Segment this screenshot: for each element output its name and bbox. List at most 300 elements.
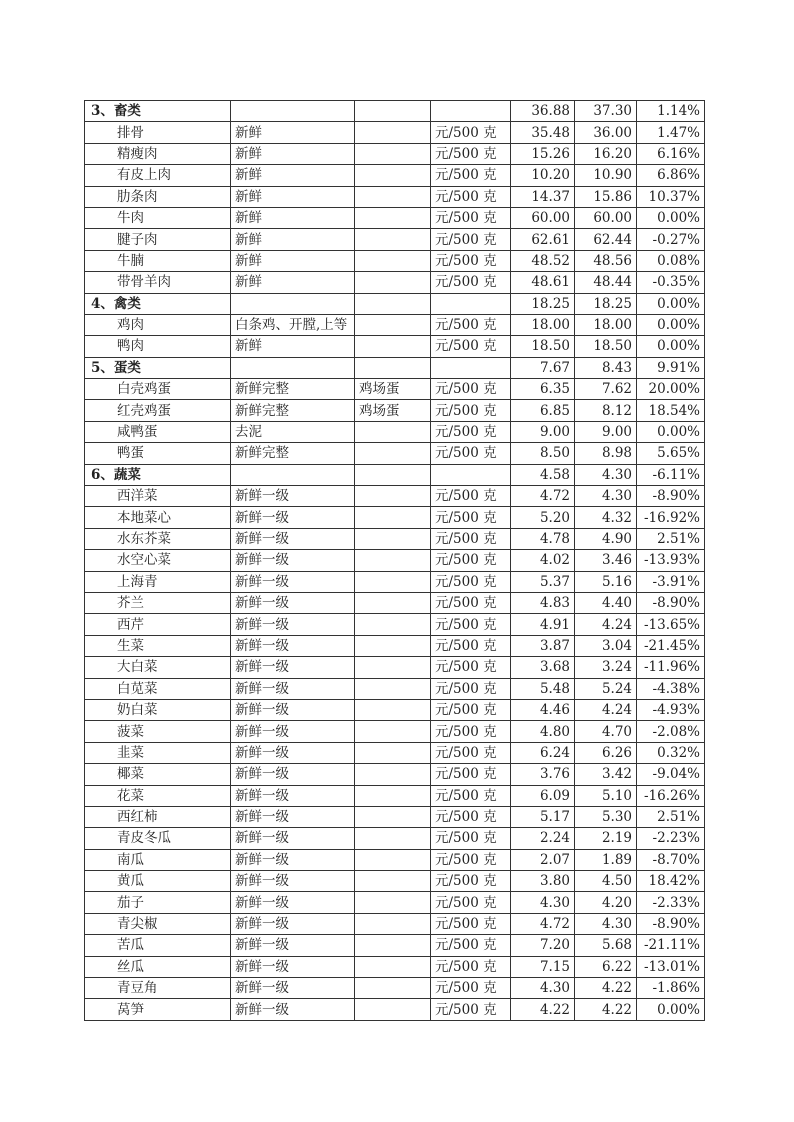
curr-price-cell: 6.22 bbox=[575, 956, 637, 977]
unit-cell: 元/500 克 bbox=[431, 550, 511, 571]
spec-cell: 新鲜 bbox=[231, 272, 355, 293]
curr-price-cell: 37.30 bbox=[575, 101, 637, 122]
prev-price-cell: 35.48 bbox=[511, 122, 575, 143]
prev-price-cell: 4.58 bbox=[511, 464, 575, 485]
item-name-cell: 花菜 bbox=[85, 785, 231, 806]
change-percent-cell: 2.51% bbox=[637, 528, 705, 549]
table-row bbox=[85, 443, 705, 464]
note-cell bbox=[355, 507, 431, 528]
prev-price-cell: 4.22 bbox=[511, 999, 575, 1020]
change-percent-cell: -8.90% bbox=[637, 592, 705, 613]
table-row bbox=[85, 122, 705, 143]
prev-price-cell: 48.52 bbox=[511, 250, 575, 271]
category-row bbox=[85, 101, 705, 122]
prev-price-cell: 60.00 bbox=[511, 207, 575, 228]
table-row bbox=[85, 272, 705, 293]
category-row bbox=[85, 357, 705, 378]
note-cell bbox=[355, 143, 431, 164]
item-name-cell: 鸭肉 bbox=[85, 336, 231, 357]
note-cell bbox=[355, 806, 431, 827]
item-name-cell: 牛腩 bbox=[85, 250, 231, 271]
table-row bbox=[85, 678, 705, 699]
change-percent-cell: -4.93% bbox=[637, 699, 705, 720]
item-name-cell: 鸡肉 bbox=[85, 314, 231, 335]
unit-cell: 元/500 克 bbox=[431, 314, 511, 335]
table-row bbox=[85, 207, 705, 228]
table-row bbox=[85, 614, 705, 635]
spec-cell: 白条鸡、开膛,上等 bbox=[231, 314, 355, 335]
change-percent-cell: -8.90% bbox=[637, 913, 705, 934]
item-name-cell: 椰菜 bbox=[85, 764, 231, 785]
change-percent-cell: -8.90% bbox=[637, 486, 705, 507]
spec-cell: 新鲜 bbox=[231, 250, 355, 271]
curr-price-cell: 8.12 bbox=[575, 400, 637, 421]
curr-price-cell: 4.20 bbox=[575, 892, 637, 913]
item-name-cell: 精瘦肉 bbox=[85, 143, 231, 164]
note-cell bbox=[355, 892, 431, 913]
table-row bbox=[85, 913, 705, 934]
prev-price-cell: 6.24 bbox=[511, 742, 575, 763]
note-cell bbox=[355, 913, 431, 934]
note-cell bbox=[355, 550, 431, 571]
note-cell bbox=[355, 828, 431, 849]
note-cell bbox=[355, 486, 431, 507]
category-name-cell: 5、蛋类 bbox=[85, 357, 231, 378]
unit-cell bbox=[431, 101, 511, 122]
curr-price-cell: 4.24 bbox=[575, 699, 637, 720]
prev-price-cell: 5.17 bbox=[511, 806, 575, 827]
item-name-cell: 青尖椒 bbox=[85, 913, 231, 934]
note-cell bbox=[355, 764, 431, 785]
change-percent-cell: 0.00% bbox=[637, 421, 705, 442]
table-row bbox=[85, 592, 705, 613]
prev-price-cell: 10.20 bbox=[511, 165, 575, 186]
change-percent-cell: 18.42% bbox=[637, 871, 705, 892]
spec-cell: 新鲜一级 bbox=[231, 806, 355, 827]
curr-price-cell: 5.10 bbox=[575, 785, 637, 806]
unit-cell: 元/500 克 bbox=[431, 143, 511, 164]
unit-cell: 元/500 克 bbox=[431, 678, 511, 699]
unit-cell: 元/500 克 bbox=[431, 913, 511, 934]
unit-cell: 元/500 克 bbox=[431, 272, 511, 293]
unit-cell: 元/500 克 bbox=[431, 871, 511, 892]
unit-cell: 元/500 克 bbox=[431, 229, 511, 250]
change-percent-cell: -1.86% bbox=[637, 978, 705, 999]
unit-cell: 元/500 克 bbox=[431, 828, 511, 849]
prev-price-cell: 6.09 bbox=[511, 785, 575, 806]
change-percent-cell: -0.35% bbox=[637, 272, 705, 293]
change-percent-cell: -0.27% bbox=[637, 229, 705, 250]
change-percent-cell: 1.47% bbox=[637, 122, 705, 143]
unit-cell: 元/500 克 bbox=[431, 379, 511, 400]
spec-cell: 新鲜一级 bbox=[231, 657, 355, 678]
change-percent-cell: 10.37% bbox=[637, 186, 705, 207]
table-row bbox=[85, 336, 705, 357]
prev-price-cell: 4.30 bbox=[511, 978, 575, 999]
prev-price-cell: 4.02 bbox=[511, 550, 575, 571]
prev-price-cell: 3.80 bbox=[511, 871, 575, 892]
unit-cell: 元/500 克 bbox=[431, 806, 511, 827]
note-cell bbox=[355, 978, 431, 999]
change-percent-cell: -9.04% bbox=[637, 764, 705, 785]
item-name-cell: 莴笋 bbox=[85, 999, 231, 1020]
curr-price-cell: 4.24 bbox=[575, 614, 637, 635]
curr-price-cell: 48.56 bbox=[575, 250, 637, 271]
spec-cell: 新鲜一级 bbox=[231, 828, 355, 849]
change-percent-cell: 0.00% bbox=[637, 999, 705, 1020]
unit-cell: 元/500 克 bbox=[431, 207, 511, 228]
table-row bbox=[85, 892, 705, 913]
table-row bbox=[85, 935, 705, 956]
item-name-cell: 西红柿 bbox=[85, 806, 231, 827]
note-cell bbox=[355, 956, 431, 977]
spec-cell: 新鲜一级 bbox=[231, 892, 355, 913]
change-percent-cell: 20.00% bbox=[637, 379, 705, 400]
curr-price-cell: 60.00 bbox=[575, 207, 637, 228]
spec-cell: 新鲜一级 bbox=[231, 635, 355, 656]
table-row bbox=[85, 571, 705, 592]
unit-cell: 元/500 克 bbox=[431, 421, 511, 442]
spec-cell: 新鲜一级 bbox=[231, 956, 355, 977]
spec-cell: 新鲜一级 bbox=[231, 721, 355, 742]
spec-cell: 新鲜 bbox=[231, 207, 355, 228]
prev-price-cell: 18.25 bbox=[511, 293, 575, 314]
note-cell bbox=[355, 999, 431, 1020]
note-cell bbox=[355, 229, 431, 250]
curr-price-cell: 3.42 bbox=[575, 764, 637, 785]
spec-cell bbox=[231, 464, 355, 485]
change-percent-cell: 0.00% bbox=[637, 207, 705, 228]
note-cell bbox=[355, 314, 431, 335]
table-row bbox=[85, 250, 705, 271]
unit-cell: 元/500 克 bbox=[431, 935, 511, 956]
note-cell bbox=[355, 721, 431, 742]
note-cell bbox=[355, 336, 431, 357]
table-row bbox=[85, 486, 705, 507]
unit-cell: 元/500 克 bbox=[431, 507, 511, 528]
change-percent-cell: -2.08% bbox=[637, 721, 705, 742]
spec-cell: 新鲜 bbox=[231, 143, 355, 164]
prev-price-cell: 62.61 bbox=[511, 229, 575, 250]
spec-cell bbox=[231, 101, 355, 122]
category-row bbox=[85, 464, 705, 485]
spec-cell: 新鲜一级 bbox=[231, 742, 355, 763]
note-cell bbox=[355, 635, 431, 656]
curr-price-cell: 10.90 bbox=[575, 165, 637, 186]
table-row bbox=[85, 699, 705, 720]
note-cell bbox=[355, 528, 431, 549]
prev-price-cell: 4.30 bbox=[511, 892, 575, 913]
spec-cell: 新鲜一级 bbox=[231, 978, 355, 999]
table-row bbox=[85, 550, 705, 571]
change-percent-cell: 2.51% bbox=[637, 806, 705, 827]
item-name-cell: 白苋菜 bbox=[85, 678, 231, 699]
change-percent-cell: 0.08% bbox=[637, 250, 705, 271]
curr-price-cell: 3.46 bbox=[575, 550, 637, 571]
curr-price-cell: 5.68 bbox=[575, 935, 637, 956]
change-percent-cell: -21.11% bbox=[637, 935, 705, 956]
prev-price-cell: 48.61 bbox=[511, 272, 575, 293]
unit-cell: 元/500 克 bbox=[431, 849, 511, 870]
table-row bbox=[85, 742, 705, 763]
table-row bbox=[85, 828, 705, 849]
curr-price-cell: 62.44 bbox=[575, 229, 637, 250]
unit-cell: 元/500 克 bbox=[431, 336, 511, 357]
item-name-cell: 青豆角 bbox=[85, 978, 231, 999]
spec-cell: 新鲜 bbox=[231, 165, 355, 186]
spec-cell bbox=[231, 357, 355, 378]
prev-price-cell: 7.15 bbox=[511, 956, 575, 977]
table-row bbox=[85, 999, 705, 1020]
unit-cell: 元/500 克 bbox=[431, 250, 511, 271]
item-name-cell: 上海青 bbox=[85, 571, 231, 592]
item-name-cell: 带骨羊肉 bbox=[85, 272, 231, 293]
spec-cell: 新鲜一级 bbox=[231, 699, 355, 720]
unit-cell bbox=[431, 293, 511, 314]
prev-price-cell: 5.37 bbox=[511, 571, 575, 592]
curr-price-cell: 4.30 bbox=[575, 464, 637, 485]
change-percent-cell: -13.01% bbox=[637, 956, 705, 977]
prev-price-cell: 4.72 bbox=[511, 486, 575, 507]
change-percent-cell: 0.32% bbox=[637, 742, 705, 763]
change-percent-cell: -2.33% bbox=[637, 892, 705, 913]
unit-cell: 元/500 克 bbox=[431, 657, 511, 678]
spec-cell: 新鲜一级 bbox=[231, 849, 355, 870]
curr-price-cell: 4.40 bbox=[575, 592, 637, 613]
note-cell bbox=[355, 421, 431, 442]
prev-price-cell: 3.68 bbox=[511, 657, 575, 678]
note-cell bbox=[355, 785, 431, 806]
note-cell bbox=[355, 614, 431, 635]
unit-cell bbox=[431, 357, 511, 378]
curr-price-cell: 2.19 bbox=[575, 828, 637, 849]
table-row bbox=[85, 956, 705, 977]
spec-cell: 新鲜完整 bbox=[231, 400, 355, 421]
unit-cell: 元/500 克 bbox=[431, 486, 511, 507]
prev-price-cell: 4.46 bbox=[511, 699, 575, 720]
note-cell: 鸡场蛋 bbox=[355, 400, 431, 421]
change-percent-cell: 6.16% bbox=[637, 143, 705, 164]
prev-price-cell: 4.72 bbox=[511, 913, 575, 934]
table-row bbox=[85, 421, 705, 442]
curr-price-cell: 4.30 bbox=[575, 913, 637, 934]
change-percent-cell: 0.00% bbox=[637, 336, 705, 357]
item-name-cell: 牛肉 bbox=[85, 207, 231, 228]
spec-cell: 新鲜 bbox=[231, 122, 355, 143]
category-name-cell: 4、禽类 bbox=[85, 293, 231, 314]
spec-cell: 新鲜一级 bbox=[231, 571, 355, 592]
prev-price-cell: 4.80 bbox=[511, 721, 575, 742]
unit-cell: 元/500 克 bbox=[431, 592, 511, 613]
change-percent-cell: -6.11% bbox=[637, 464, 705, 485]
spec-cell: 新鲜一级 bbox=[231, 486, 355, 507]
item-name-cell: 西芹 bbox=[85, 614, 231, 635]
category-name-cell: 6、蔬菜 bbox=[85, 464, 231, 485]
prev-price-cell: 7.20 bbox=[511, 935, 575, 956]
prev-price-cell: 7.67 bbox=[511, 357, 575, 378]
change-percent-cell: -8.70% bbox=[637, 849, 705, 870]
unit-cell: 元/500 克 bbox=[431, 699, 511, 720]
spec-cell: 新鲜一级 bbox=[231, 678, 355, 699]
item-name-cell: 排骨 bbox=[85, 122, 231, 143]
curr-price-cell: 4.50 bbox=[575, 871, 637, 892]
table-row bbox=[85, 400, 705, 421]
change-percent-cell: -16.26% bbox=[637, 785, 705, 806]
prev-price-cell: 15.26 bbox=[511, 143, 575, 164]
note-cell bbox=[355, 464, 431, 485]
unit-cell: 元/500 克 bbox=[431, 122, 511, 143]
table-row bbox=[85, 721, 705, 742]
spec-cell: 新鲜一级 bbox=[231, 913, 355, 934]
item-name-cell: 鸭蛋 bbox=[85, 443, 231, 464]
curr-price-cell: 36.00 bbox=[575, 122, 637, 143]
prev-price-cell: 8.50 bbox=[511, 443, 575, 464]
item-name-cell: 生菜 bbox=[85, 635, 231, 656]
unit-cell: 元/500 克 bbox=[431, 721, 511, 742]
unit-cell: 元/500 克 bbox=[431, 892, 511, 913]
curr-price-cell: 4.30 bbox=[575, 486, 637, 507]
change-percent-cell: -21.45% bbox=[637, 635, 705, 656]
unit-cell: 元/500 克 bbox=[431, 400, 511, 421]
note-cell bbox=[355, 186, 431, 207]
prev-price-cell: 6.85 bbox=[511, 400, 575, 421]
curr-price-cell: 7.62 bbox=[575, 379, 637, 400]
curr-price-cell: 4.22 bbox=[575, 978, 637, 999]
unit-cell: 元/500 克 bbox=[431, 999, 511, 1020]
category-row bbox=[85, 293, 705, 314]
spec-cell: 新鲜一级 bbox=[231, 614, 355, 635]
unit-cell: 元/500 克 bbox=[431, 635, 511, 656]
prev-price-cell: 6.35 bbox=[511, 379, 575, 400]
prev-price-cell: 4.83 bbox=[511, 592, 575, 613]
curr-price-cell: 4.22 bbox=[575, 999, 637, 1020]
spec-cell: 新鲜完整 bbox=[231, 443, 355, 464]
change-percent-cell: -13.93% bbox=[637, 550, 705, 571]
change-percent-cell: 5.65% bbox=[637, 443, 705, 464]
change-percent-cell: 1.14% bbox=[637, 101, 705, 122]
table-row bbox=[85, 657, 705, 678]
unit-cell: 元/500 克 bbox=[431, 614, 511, 635]
spec-cell: 新鲜 bbox=[231, 336, 355, 357]
prev-price-cell: 18.00 bbox=[511, 314, 575, 335]
unit-cell: 元/500 克 bbox=[431, 742, 511, 763]
note-cell: 鸡场蛋 bbox=[355, 379, 431, 400]
table-row bbox=[85, 978, 705, 999]
curr-price-cell: 18.50 bbox=[575, 336, 637, 357]
prev-price-cell: 2.24 bbox=[511, 828, 575, 849]
prev-price-cell: 3.87 bbox=[511, 635, 575, 656]
curr-price-cell: 4.90 bbox=[575, 528, 637, 549]
curr-price-cell: 5.30 bbox=[575, 806, 637, 827]
curr-price-cell: 8.98 bbox=[575, 443, 637, 464]
note-cell bbox=[355, 742, 431, 763]
item-name-cell: 韭菜 bbox=[85, 742, 231, 763]
price-table bbox=[84, 100, 705, 1021]
change-percent-cell: -2.23% bbox=[637, 828, 705, 849]
spec-cell: 新鲜 bbox=[231, 229, 355, 250]
spec-cell: 去泥 bbox=[231, 421, 355, 442]
spec-cell: 新鲜一级 bbox=[231, 507, 355, 528]
item-name-cell: 有皮上肉 bbox=[85, 165, 231, 186]
change-percent-cell: -3.91% bbox=[637, 571, 705, 592]
item-name-cell: 菠菜 bbox=[85, 721, 231, 742]
item-name-cell: 南瓜 bbox=[85, 849, 231, 870]
unit-cell: 元/500 克 bbox=[431, 785, 511, 806]
note-cell bbox=[355, 272, 431, 293]
change-percent-cell: 18.54% bbox=[637, 400, 705, 421]
table-row bbox=[85, 635, 705, 656]
item-name-cell: 白壳鸡蛋 bbox=[85, 379, 231, 400]
item-name-cell: 水空心菜 bbox=[85, 550, 231, 571]
table-row bbox=[85, 785, 705, 806]
prev-price-cell: 3.76 bbox=[511, 764, 575, 785]
curr-price-cell: 8.43 bbox=[575, 357, 637, 378]
prev-price-cell: 4.78 bbox=[511, 528, 575, 549]
item-name-cell: 芥兰 bbox=[85, 592, 231, 613]
curr-price-cell: 16.20 bbox=[575, 143, 637, 164]
prev-price-cell: 18.50 bbox=[511, 336, 575, 357]
curr-price-cell: 4.70 bbox=[575, 721, 637, 742]
table-row bbox=[85, 379, 705, 400]
item-name-cell: 青皮冬瓜 bbox=[85, 828, 231, 849]
spec-cell: 新鲜一级 bbox=[231, 935, 355, 956]
spec-cell: 新鲜一级 bbox=[231, 550, 355, 571]
table-row bbox=[85, 764, 705, 785]
spec-cell bbox=[231, 293, 355, 314]
table-row bbox=[85, 165, 705, 186]
table-row bbox=[85, 186, 705, 207]
change-percent-cell: 0.00% bbox=[637, 314, 705, 335]
spec-cell: 新鲜一级 bbox=[231, 871, 355, 892]
curr-price-cell: 18.00 bbox=[575, 314, 637, 335]
table-row bbox=[85, 806, 705, 827]
spec-cell: 新鲜一级 bbox=[231, 785, 355, 806]
table-row bbox=[85, 507, 705, 528]
change-percent-cell: -4.38% bbox=[637, 678, 705, 699]
change-percent-cell: -16.92% bbox=[637, 507, 705, 528]
unit-cell: 元/500 克 bbox=[431, 978, 511, 999]
unit-cell: 元/500 克 bbox=[431, 443, 511, 464]
change-percent-cell: 6.86% bbox=[637, 165, 705, 186]
item-name-cell: 肋条肉 bbox=[85, 186, 231, 207]
unit-cell: 元/500 克 bbox=[431, 165, 511, 186]
spec-cell: 新鲜一级 bbox=[231, 764, 355, 785]
note-cell bbox=[355, 849, 431, 870]
category-name-cell: 3、畜类 bbox=[85, 101, 231, 122]
spec-cell: 新鲜一级 bbox=[231, 528, 355, 549]
change-percent-cell: -13.65% bbox=[637, 614, 705, 635]
curr-price-cell: 5.24 bbox=[575, 678, 637, 699]
curr-price-cell: 6.26 bbox=[575, 742, 637, 763]
curr-price-cell: 15.86 bbox=[575, 186, 637, 207]
table-row bbox=[85, 528, 705, 549]
curr-price-cell: 5.16 bbox=[575, 571, 637, 592]
note-cell bbox=[355, 165, 431, 186]
note-cell bbox=[355, 678, 431, 699]
curr-price-cell: 3.24 bbox=[575, 657, 637, 678]
prev-price-cell: 14.37 bbox=[511, 186, 575, 207]
item-name-cell: 水东芥菜 bbox=[85, 528, 231, 549]
item-name-cell: 大白菜 bbox=[85, 657, 231, 678]
curr-price-cell: 4.32 bbox=[575, 507, 637, 528]
unit-cell bbox=[431, 464, 511, 485]
unit-cell: 元/500 克 bbox=[431, 764, 511, 785]
curr-price-cell: 18.25 bbox=[575, 293, 637, 314]
prev-price-cell: 9.00 bbox=[511, 421, 575, 442]
unit-cell: 元/500 克 bbox=[431, 956, 511, 977]
table-row bbox=[85, 143, 705, 164]
item-name-cell: 茄子 bbox=[85, 892, 231, 913]
